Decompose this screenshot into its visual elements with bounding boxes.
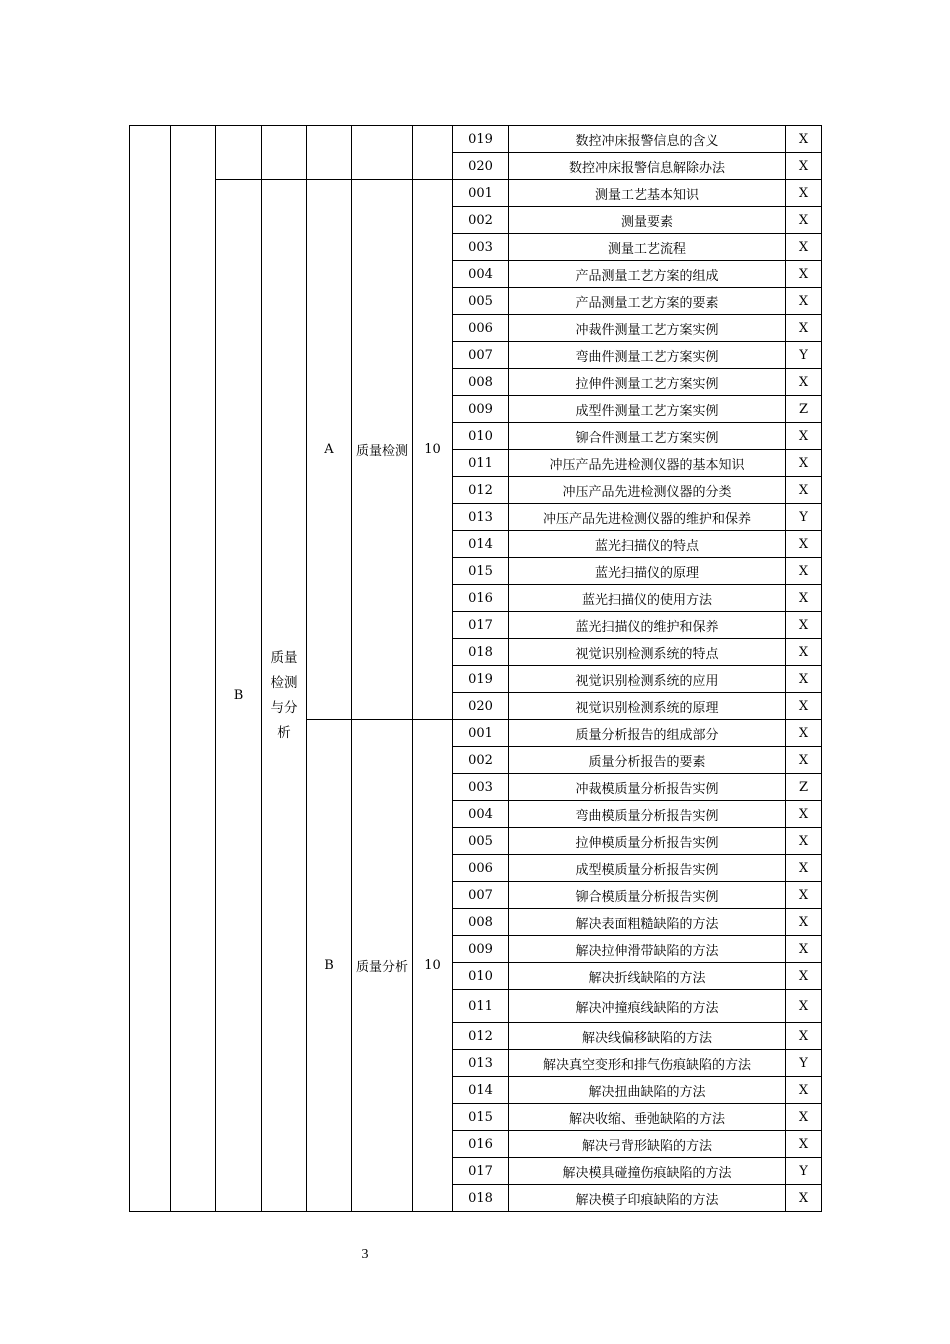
point-level: X <box>786 207 822 234</box>
point-code: 011 <box>453 450 509 477</box>
point-level: X <box>786 828 822 855</box>
point-content: 解决线偏移缺陷的方法 <box>509 1023 786 1050</box>
point-level: X <box>786 234 822 261</box>
prev-module-name <box>262 126 307 180</box>
point-level: X <box>786 126 822 153</box>
point-content: 质量分析报告的要素 <box>509 747 786 774</box>
point-code: 017 <box>453 612 509 639</box>
point-level: Y <box>786 1158 822 1185</box>
point-code: 008 <box>453 909 509 936</box>
point-level: Z <box>786 396 822 423</box>
point-content: 数控冲床报警信息的含义 <box>509 126 786 153</box>
point-content: 冲压产品先进检测仪器的基本知识 <box>509 450 786 477</box>
prev-unit-code <box>307 126 352 180</box>
point-level: X <box>786 288 822 315</box>
point-code: 012 <box>453 1023 509 1050</box>
point-content: 视觉识别检测系统的特点 <box>509 639 786 666</box>
point-level: X <box>786 315 822 342</box>
point-level: X <box>786 909 822 936</box>
point-content: 冲压产品先进检测仪器的分类 <box>509 477 786 504</box>
point-content: 解决弓背形缺陷的方法 <box>509 1131 786 1158</box>
point-level: X <box>786 963 822 990</box>
point-level: X <box>786 882 822 909</box>
point-code: 018 <box>453 639 509 666</box>
point-content: 解决表面粗糙缺陷的方法 <box>509 909 786 936</box>
point-level: X <box>786 693 822 720</box>
point-level: X <box>786 531 822 558</box>
point-code: 011 <box>453 990 509 1023</box>
point-code: 001 <box>453 180 509 207</box>
prev-unit-name <box>352 126 413 180</box>
point-code: 020 <box>453 153 509 180</box>
prev-unit-hours <box>413 126 453 180</box>
table-row <box>130 180 822 207</box>
point-code: 015 <box>453 1104 509 1131</box>
module-name-line: 析 <box>277 724 291 741</box>
point-content: 蓝光扫描仪的维护和保养 <box>509 612 786 639</box>
module-name-line: 检测 <box>270 674 298 691</box>
point-code: 016 <box>453 1131 509 1158</box>
table-body <box>130 126 822 1212</box>
point-code: 006 <box>453 855 509 882</box>
point-level: Y <box>786 504 822 531</box>
point-code: 009 <box>453 396 509 423</box>
point-level: X <box>786 720 822 747</box>
point-content: 解决扭曲缺陷的方法 <box>509 1077 786 1104</box>
point-content: 冲压产品先进检测仪器的维护和保养 <box>509 504 786 531</box>
point-content: 蓝光扫描仪的使用方法 <box>509 585 786 612</box>
point-content: 冲裁件测量工艺方案实例 <box>509 315 786 342</box>
point-code: 002 <box>453 747 509 774</box>
point-code: 009 <box>453 936 509 963</box>
point-content: 解决冲撞痕线缺陷的方法 <box>509 990 786 1023</box>
point-code: 012 <box>453 477 509 504</box>
point-content: 解决收缩、垂弛缺陷的方法 <box>509 1104 786 1131</box>
point-content: 解决模具碰撞伤痕缺陷的方法 <box>509 1158 786 1185</box>
point-code: 019 <box>453 666 509 693</box>
knowledge-outline-table <box>129 125 822 1212</box>
point-content: 产品测量工艺方案的组成 <box>509 261 786 288</box>
point-code: 017 <box>453 1158 509 1185</box>
unit-hours: 10 <box>413 180 453 720</box>
col-subcategory <box>171 126 216 1212</box>
col-category <box>130 126 171 1212</box>
point-level: X <box>786 1023 822 1050</box>
point-code: 020 <box>453 693 509 720</box>
point-code: 007 <box>453 342 509 369</box>
point-code: 007 <box>453 882 509 909</box>
point-code: 010 <box>453 963 509 990</box>
point-code: 015 <box>453 558 509 585</box>
point-level: X <box>786 990 822 1023</box>
point-content: 弯曲件测量工艺方案实例 <box>509 342 786 369</box>
unit-name: 质量分析 <box>352 720 413 1212</box>
point-level: X <box>786 1185 822 1212</box>
point-content: 蓝光扫描仪的特点 <box>509 531 786 558</box>
point-level: X <box>786 1104 822 1131</box>
point-content: 成型模质量分析报告实例 <box>509 855 786 882</box>
module-code: B <box>216 180 262 1212</box>
point-code: 018 <box>453 1185 509 1212</box>
page-number: 3 <box>361 1247 369 1262</box>
point-level: X <box>786 180 822 207</box>
point-content: 解决真空变形和排气伤痕缺陷的方法 <box>509 1050 786 1077</box>
prev-module-code <box>216 126 262 180</box>
unit-name: 质量检测 <box>352 180 413 720</box>
point-level: X <box>786 477 822 504</box>
point-level: X <box>786 747 822 774</box>
point-content: 蓝光扫描仪的原理 <box>509 558 786 585</box>
point-level: X <box>786 153 822 180</box>
point-code: 002 <box>453 207 509 234</box>
point-code: 003 <box>453 234 509 261</box>
point-code: 010 <box>453 423 509 450</box>
point-code: 013 <box>453 504 509 531</box>
point-level: X <box>786 423 822 450</box>
point-level: X <box>786 369 822 396</box>
point-content: 数控冲床报警信息解除办法 <box>509 153 786 180</box>
point-content: 测量工艺基本知识 <box>509 180 786 207</box>
point-level: X <box>786 1077 822 1104</box>
point-code: 014 <box>453 531 509 558</box>
point-code: 004 <box>453 261 509 288</box>
point-content: 产品测量工艺方案的要素 <box>509 288 786 315</box>
point-content: 铆合件测量工艺方案实例 <box>509 423 786 450</box>
point-code: 014 <box>453 1077 509 1104</box>
point-content: 弯曲模质量分析报告实例 <box>509 801 786 828</box>
point-content: 测量要素 <box>509 207 786 234</box>
point-level: X <box>786 666 822 693</box>
point-level: X <box>786 558 822 585</box>
point-content: 质量分析报告的组成部分 <box>509 720 786 747</box>
module-name-line: 质量 <box>270 649 298 666</box>
point-level: X <box>786 585 822 612</box>
point-level: X <box>786 936 822 963</box>
module-name <box>262 180 307 1212</box>
point-level: X <box>786 261 822 288</box>
table-row <box>130 126 822 153</box>
point-code: 005 <box>453 288 509 315</box>
point-content: 视觉识别检测系统的应用 <box>509 666 786 693</box>
point-content: 冲裁模质量分析报告实例 <box>509 774 786 801</box>
point-code: 003 <box>453 774 509 801</box>
point-content: 测量工艺流程 <box>509 234 786 261</box>
point-code: 013 <box>453 1050 509 1077</box>
point-level: Y <box>786 1050 822 1077</box>
unit-code: A <box>307 180 352 720</box>
point-level: X <box>786 639 822 666</box>
point-code: 004 <box>453 801 509 828</box>
point-content: 解决折线缺陷的方法 <box>509 963 786 990</box>
point-code: 006 <box>453 315 509 342</box>
point-content: 拉伸模质量分析报告实例 <box>509 828 786 855</box>
point-code: 008 <box>453 369 509 396</box>
point-level: X <box>786 801 822 828</box>
point-code: 005 <box>453 828 509 855</box>
unit-hours: 10 <box>413 720 453 1212</box>
point-content: 拉伸件测量工艺方案实例 <box>509 369 786 396</box>
point-content: 成型件测量工艺方案实例 <box>509 396 786 423</box>
point-level: Z <box>786 774 822 801</box>
point-code: 016 <box>453 585 509 612</box>
unit-code: B <box>307 720 352 1212</box>
point-code: 019 <box>453 126 509 153</box>
point-level: X <box>786 1131 822 1158</box>
point-content: 解决拉伸滑带缺陷的方法 <box>509 936 786 963</box>
module-name-line: 与分 <box>270 699 298 716</box>
point-level: X <box>786 450 822 477</box>
point-level: Y <box>786 342 822 369</box>
point-content: 铆合模质量分析报告实例 <box>509 882 786 909</box>
point-code: 001 <box>453 720 509 747</box>
point-level: X <box>786 612 822 639</box>
point-content: 解决模子印痕缺陷的方法 <box>509 1185 786 1212</box>
point-content: 视觉识别检测系统的原理 <box>509 693 786 720</box>
point-level: X <box>786 855 822 882</box>
